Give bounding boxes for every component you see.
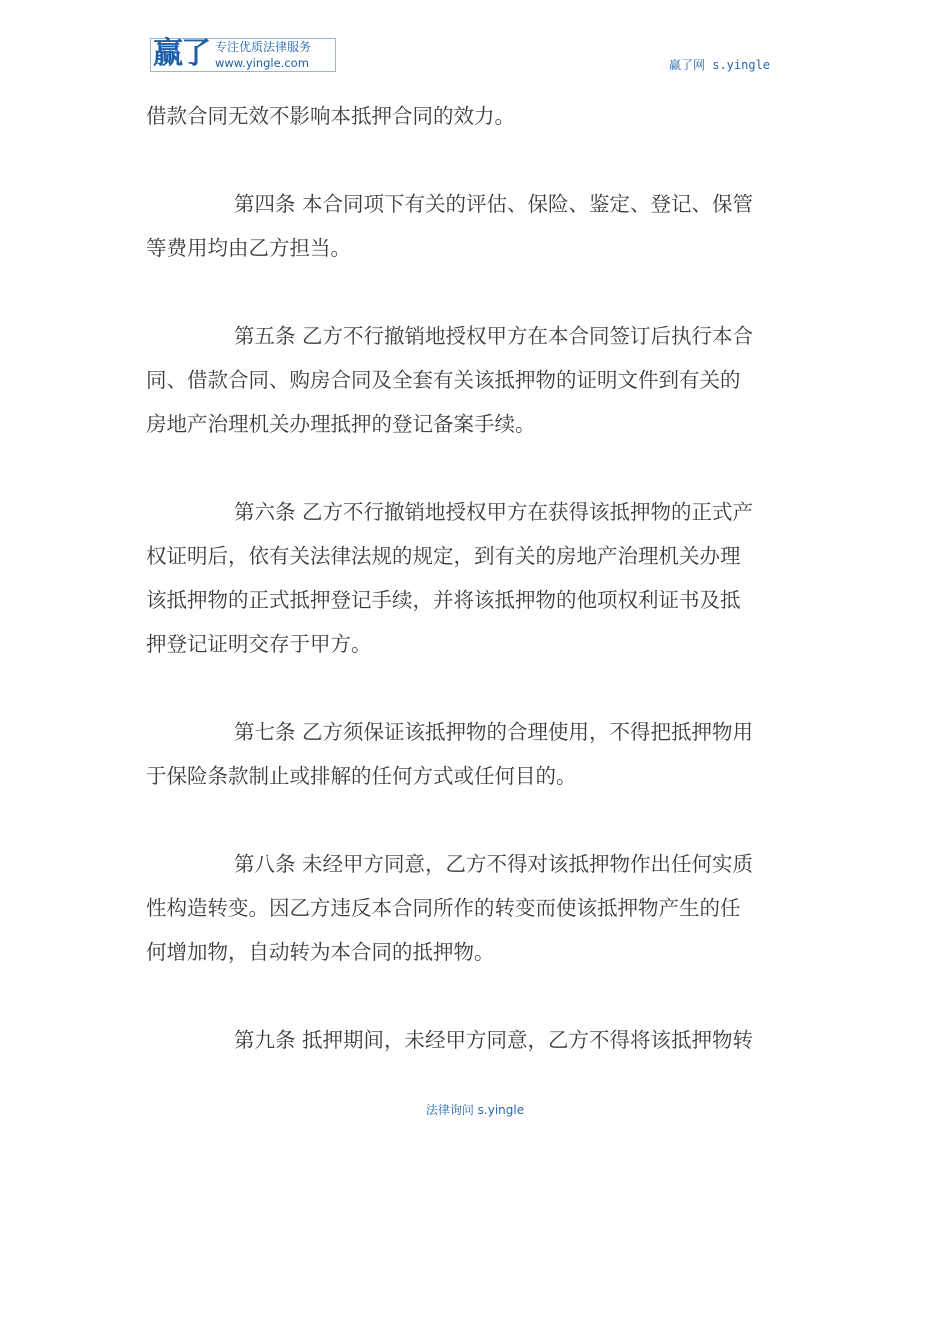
text-line: 押登记证明交存于甲方。 [146,632,372,656]
article-8 [146,842,806,974]
text-line: 第四条 本合同项下有关的评估、保险、鉴定、登记、保管 [234,192,754,216]
text-line: 同、借款合同、购房合同及全套有关该抵押物的证明文件到有关的 [146,368,741,392]
text-line: 性构造转变。因乙方违反本合同所作的转变而使该抵押物产生的任 [146,896,741,920]
article-9 [146,1018,806,1062]
logo-url: www.yingle.com [215,56,309,70]
text-line: 第八条 未经甲方同意，乙方不得对该抵押物作出任何实质 [234,852,754,876]
logo-main-text: 赢了 [153,36,209,71]
text-line: 借款合同无效不影响本抵押合同的效力。 [146,104,515,128]
article-5 [146,314,806,446]
text-line: 房地产治理机关办理抵押的登记备案手续。 [146,412,536,436]
text-line: 第六条 乙方不行撤销地授权甲方在获得该抵押物的正式产 [234,500,754,524]
site-logo [150,38,336,72]
header-site-name: 赢了网 s.yingle [669,58,771,72]
document-body [146,94,806,1062]
paragraph-continuation [146,94,806,138]
footer-text: 法律询问 s.yingle [425,1103,525,1117]
text-line: 第九条 抵押期间，未经甲方同意，乙方不得将该抵押物转 [234,1028,754,1052]
logo-slogan: 专注优质法律服务 [215,40,312,54]
text-line: 权证明后，依有关法律法规的规定，到有关的房地产治理机关办理 [146,544,741,568]
article-6 [146,490,806,666]
text-line: 于保险条款制止或排解的任何方式或任何目的。 [146,764,577,788]
article-7 [146,710,806,798]
text-line: 何增加物，自动转为本合同的抵押物。 [146,940,495,964]
text-line: 等费用均由乙方担当。 [146,236,351,260]
text-line: 第七条 乙方须保证该抵押物的合理使用，不得把抵押物用 [234,720,754,744]
text-line: 第五条 乙方不行撤销地授权甲方在本合同签订后执行本合 [234,324,754,348]
text-line: 该抵押物的正式抵押登记手续，并将该抵押物的他项权利证书及抵 [146,588,741,612]
article-4 [146,182,806,270]
